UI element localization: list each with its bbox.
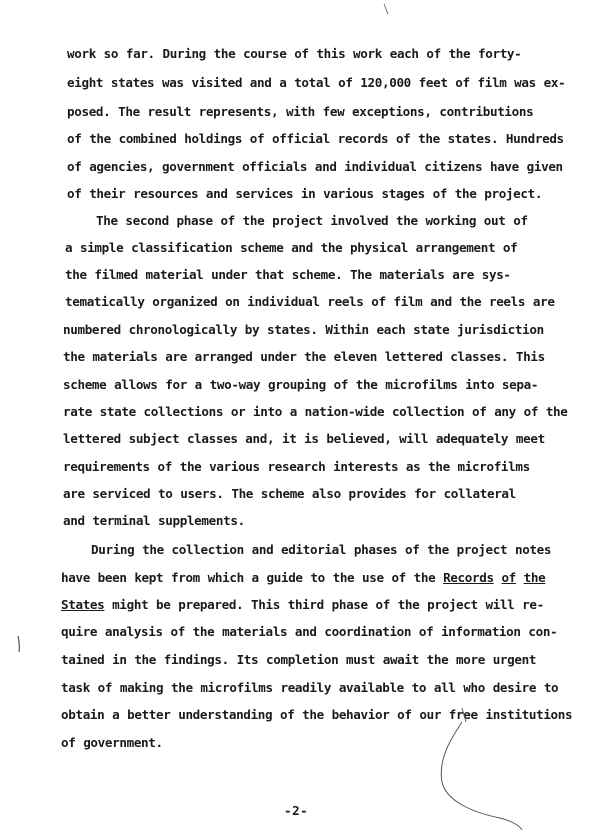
text-line: lettered subject classes and, it is believed, will adequately meet	[63, 431, 545, 446]
text-line: work so far. During the course of this work each of the forty-	[67, 46, 522, 61]
text-line: a simple classification scheme and the physical arrangement of	[65, 240, 518, 255]
text-line: rate state collections or into a nation-wide collection of any of the	[63, 404, 568, 419]
underlined-title-word: Records	[443, 570, 494, 585]
text-line: quire analysis of the materials and coordination of information con-	[61, 624, 558, 639]
text-line: of the combined holdings of official records of the states. Hundreds	[67, 131, 564, 146]
underlined-title-word: of	[501, 570, 516, 585]
text-line: the materials are arranged under the eleven lettered classes. This	[63, 349, 545, 364]
text-line: posed. The result represents, with few exceptions, contributions	[67, 104, 534, 119]
underlined-title-word: the	[523, 570, 546, 585]
text-line: are serviced to users. The scheme also provides for collateral	[63, 486, 516, 501]
underlined-title-word: States	[61, 597, 105, 612]
text-line	[61, 570, 545, 586]
text-line: numbered chronologically by states. Within each state jurisdiction	[63, 322, 544, 337]
pen-stroke-top	[384, 4, 388, 14]
text-line: obtain a better understanding of the behavior of our free institutions	[61, 707, 573, 722]
text-line	[61, 597, 544, 613]
text-line: of their resources and services in various stages of the project.	[67, 186, 543, 201]
page-number: -2-	[284, 803, 309, 818]
pen-stroke-curve	[441, 722, 522, 830]
text-line: tained in the findings. Its completion must await the more urgent	[61, 652, 537, 667]
text-line: of government.	[61, 735, 163, 750]
text-line: task of making the microfilms readily available to all who desire to	[61, 680, 559, 695]
pen-stroke-left	[18, 636, 19, 652]
text-line: eight states was visited and a total of 120,000 feet of film was ex-	[67, 75, 566, 90]
text-line: During the collection and editorial phases of the project notes	[91, 542, 552, 557]
text-line: the filmed material under that scheme. The materials are sys-	[65, 267, 511, 282]
text-line: tematically organized on individual reels of film and the reels are	[65, 294, 555, 309]
text-line: The second phase of the project involved the working out of	[96, 213, 528, 228]
text-span: might be prepared. This third phase of the project will re-	[112, 597, 544, 612]
text-line: requirements of the various research interests as the microfilms	[63, 459, 530, 474]
text-span: have been kept from which a guide to the use of the	[61, 570, 444, 585]
text-line: scheme allows for a two-way grouping of the microfilms into sepa-	[63, 377, 539, 392]
text-line: and terminal supplements.	[63, 513, 245, 528]
text-line: of agencies, government officials and individual citizens have given	[67, 159, 563, 174]
